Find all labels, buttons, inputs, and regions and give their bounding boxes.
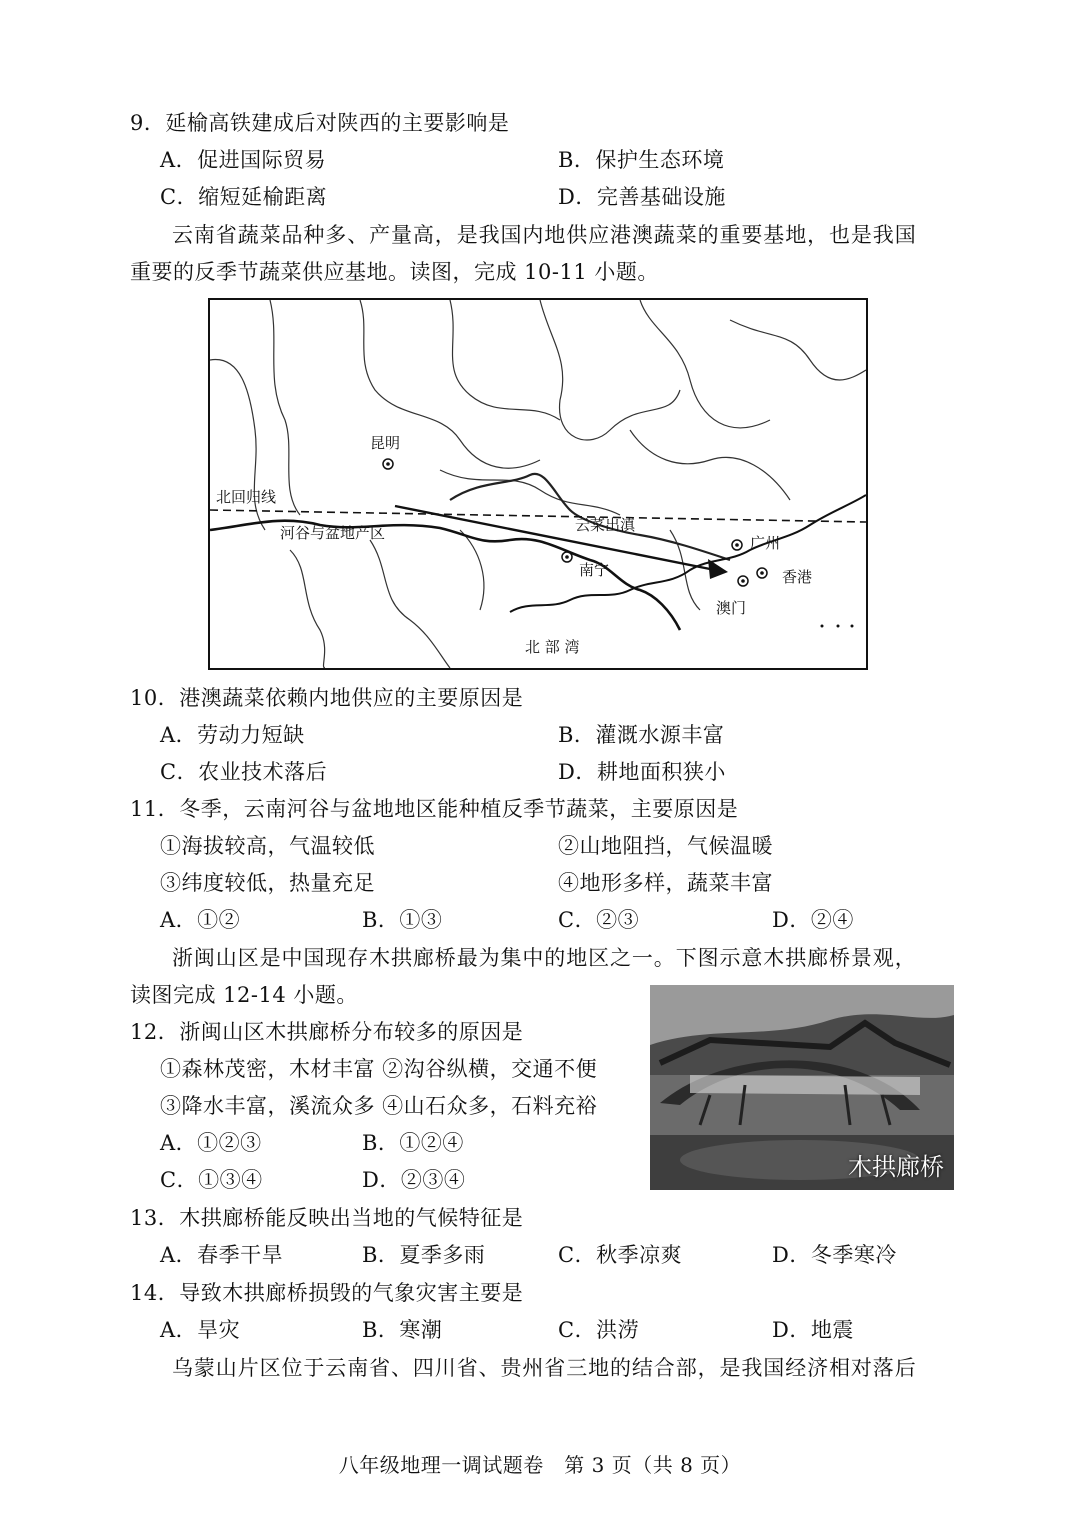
q12-option-a: A．①②③	[160, 1131, 262, 1155]
q9-option-c: C．缩短延榆距离	[160, 185, 328, 209]
q10-option-c: C．农业技术落后	[160, 760, 328, 784]
intro-10-11-line2: 重要的反季节蔬菜供应基地。读图，完成 10-11 小题。	[130, 260, 659, 284]
page-footer: 八年级地理一调试题卷 第 3 页（共 8 页）	[338, 1453, 742, 1477]
q14-option-c: C．洪涝	[558, 1318, 640, 1342]
map-label-tropic: 北回归线	[216, 488, 277, 506]
yunnan-vegetable-map	[208, 298, 868, 670]
q11-option-b: B．①③	[362, 908, 443, 932]
intro-12-14-line1: 浙闽山区是中国现存木拱廊桥最为集中的地区之一。下图示意木拱廊桥景观，	[172, 946, 917, 970]
q10-option-d: D．耕地面积狭小	[558, 760, 726, 784]
q11-option-c: C．②③	[558, 908, 640, 932]
route-arrowhead	[708, 559, 728, 579]
q11-stem: 11．冬季，云南河谷与盆地地区能种植反季节蔬菜，主要原因是	[130, 797, 739, 821]
map-border-line	[450, 300, 560, 420]
q13-option-d: D．冬季寒冷	[772, 1243, 897, 1267]
map-label-guangzhou: 广州	[750, 534, 781, 552]
q13-option-c: C．秋季凉爽	[558, 1243, 683, 1267]
map-label-kunming: 昆明	[370, 434, 401, 452]
q11-option-d: D．②④	[772, 908, 854, 932]
q12-option-d: D．②③④	[362, 1168, 466, 1192]
map-label-route: 云菜出滇	[575, 516, 636, 534]
q12-option-b: B．①②④	[362, 1131, 464, 1155]
map-border-line	[730, 320, 866, 380]
map-border-line	[630, 430, 790, 500]
map-label-hongkong: 香港	[782, 568, 813, 586]
wooden-arch-bridge-photo	[650, 985, 954, 1190]
tropic-of-cancer-line	[210, 510, 866, 522]
map-border-line	[460, 530, 484, 610]
map-border-line	[270, 300, 300, 515]
q11-statement-4: ④地形多样，蔬菜丰富	[558, 871, 773, 895]
q12-stem: 12．浙闽山区木拱廊桥分布较多的原因是	[130, 1020, 524, 1044]
q10-option-a: A．劳动力短缺	[160, 723, 305, 747]
q13-option-b: B．夏季多雨	[362, 1243, 486, 1267]
map-label-gulf: 北 部 湾	[525, 638, 580, 656]
q11-statement-2: ②山地阻挡，气候温暖	[558, 834, 773, 858]
q11-option-a: A．①②	[160, 908, 241, 932]
q13-option-a: A．春季干旱	[160, 1243, 284, 1267]
q14-option-d: D．地震	[772, 1318, 854, 1342]
q12-statements-1-2: ①森林茂密，木材丰富 ②沟谷纵横，交通不便	[160, 1057, 598, 1081]
intro-next-passage: 乌蒙山片区位于云南省、四川省、贵州省三地的结合部，是我国经济相对落后	[172, 1356, 917, 1380]
q9-option-a: A．促进国际贸易	[160, 148, 327, 172]
map-border-line	[290, 550, 325, 668]
q14-option-a: A．旱灾	[160, 1318, 241, 1342]
q9-option-b: B．保护生态环境	[558, 148, 725, 172]
q11-statement-3: ③纬度较低，热量充足	[160, 871, 375, 895]
q14-stem: 14．导致木拱廊桥损毁的气象灾害主要是	[130, 1281, 524, 1305]
map-border-line	[540, 300, 680, 440]
map-border-line	[440, 470, 620, 515]
photo-caption: 木拱廊桥	[848, 1153, 944, 1181]
q9-option-d: D．完善基础设施	[558, 185, 726, 209]
map-border-line	[370, 540, 450, 668]
q14-option-b: B．寒潮	[362, 1318, 443, 1342]
intro-10-11-line1: 云南省蔬菜品种多、产量高，是我国内地供应港澳蔬菜的重要基地，也是我国	[172, 223, 917, 247]
map-label-nanning: 南宁	[579, 561, 610, 579]
q13-stem: 13．木拱廊桥能反映出当地的气候特征是	[130, 1206, 524, 1230]
q12-statements-3-4: ③降水丰富，溪流众多 ④山石众多，石料充裕	[160, 1094, 598, 1118]
q9-stem: 9．延榆高铁建成后对陕西的主要影响是	[130, 111, 510, 135]
map-label-valley: 河谷与盆地产区	[280, 524, 386, 542]
q11-statement-1: ①海拔较高，气温较低	[160, 834, 375, 858]
q10-option-b: B．灌溉水源丰富	[558, 723, 725, 747]
intro-12-14-line2: 读图完成 12-14 小题。	[130, 983, 358, 1007]
q10-stem: 10．港澳蔬菜依赖内地供应的主要原因是	[130, 686, 524, 710]
q12-option-c: C．①③④	[160, 1168, 263, 1192]
map-label-macau: 澳门	[716, 599, 747, 617]
